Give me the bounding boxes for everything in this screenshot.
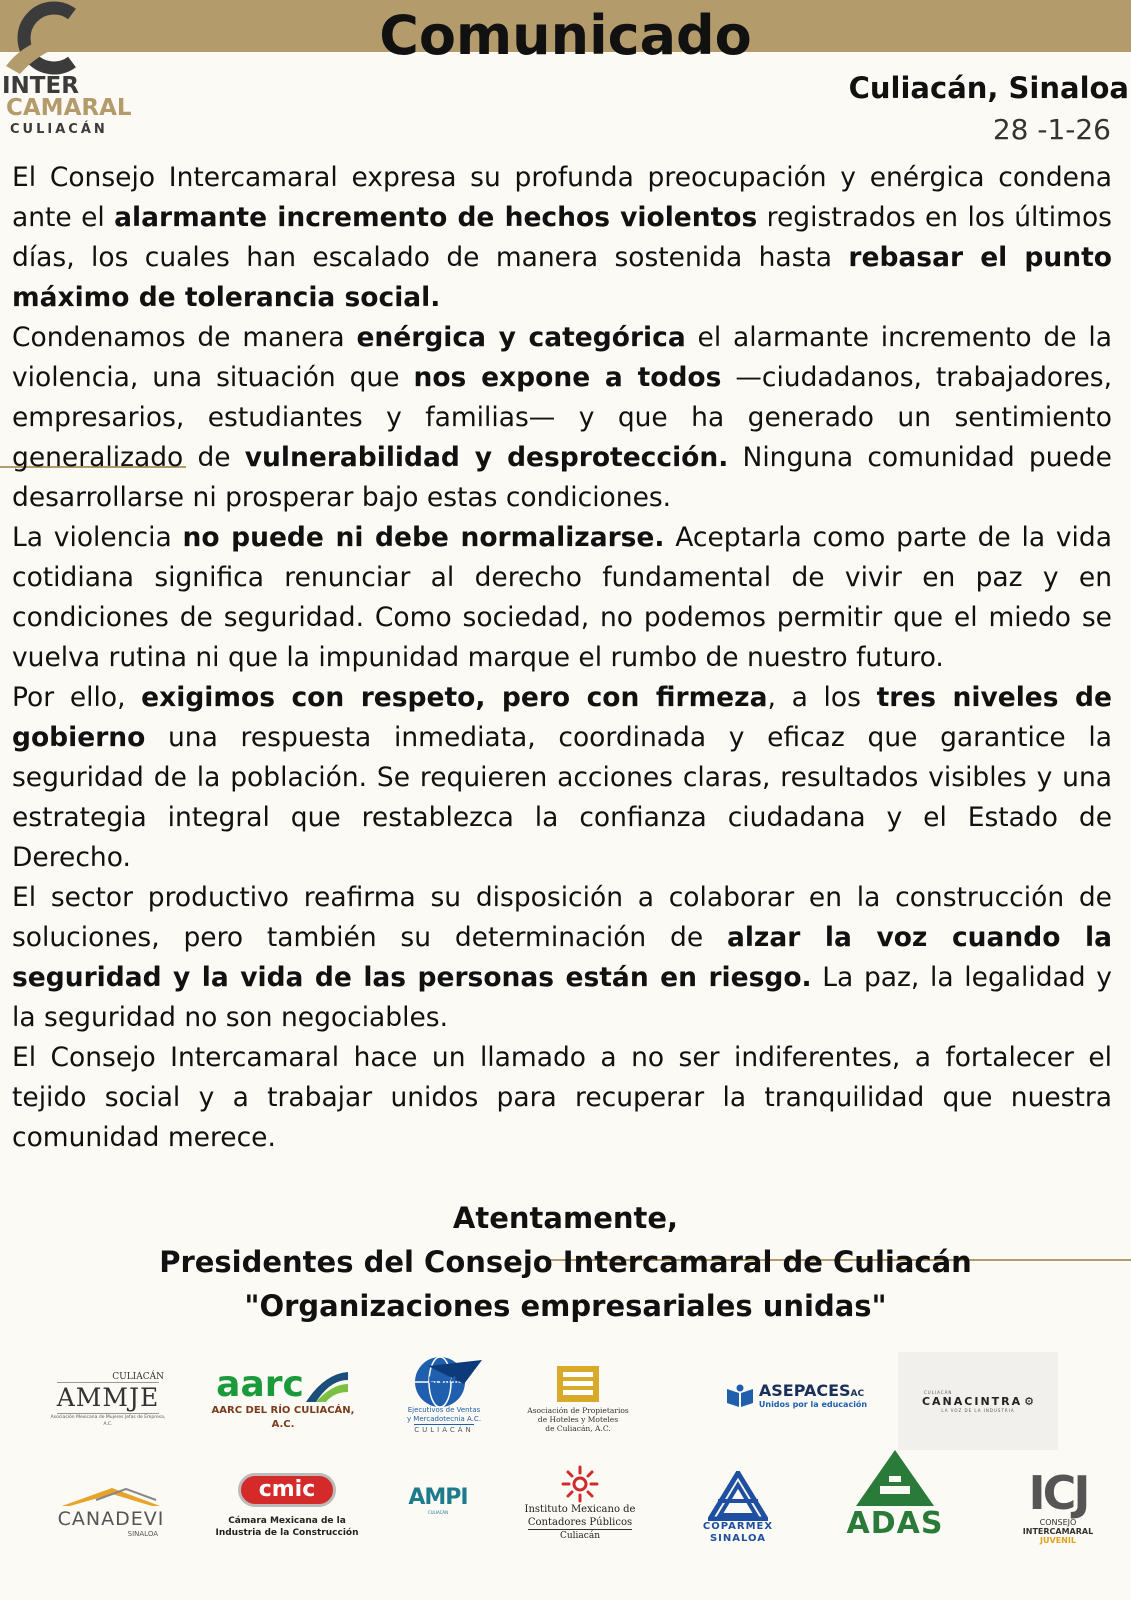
paragraph-6: El Consejo Intercamaral hace un llamado a no ser indiferentes, a fortalecer el tejido social y a trabajar unidos para recuperar la tranquilidad que nuestra comunidad merece. bbox=[12, 1042, 1112, 1153]
logo-line1: INTER bbox=[2, 73, 79, 99]
paragraph-2: Condenamos de manera enérgica y categórica el alarmante incremento de la violencia, una situación que nos expone a todos —ciudadanos, trabajadores, empresarios, estudiantes y familias— y que ha generado un sentimiento generalizado de vulnerabilidad y desprotección. Ninguna comunidad puede desarrollarse ni prosperar bajo estas condiciones. bbox=[12, 322, 1112, 513]
imcp-logo: Instituto Mexicano de Contadores Públicos Culiacán bbox=[512, 1458, 648, 1550]
adas-mountain-icon bbox=[854, 1448, 936, 1508]
ampi-logo: AMPI CULIACÁN bbox=[408, 1484, 468, 1515]
adas-logo: ADAS bbox=[830, 1440, 960, 1548]
paragraph-3: La violencia no puede ni debe normalizarse. Aceptarla como parte de la vida cotidiana significa renunciar al derecho fundamental de vivir en paz y en condiciones de seguridad. Como sociedad, no podemos permitir que el miedo se vuelva rutina ni que la impunidad marque el rumbo de nuestro futuro. bbox=[12, 522, 1112, 673]
evm-logo: E.V.M. Ejecutivos de Ventas y Mercadotecnia A.C. CULIACÁN bbox=[396, 1344, 492, 1444]
sun-emblem-icon bbox=[560, 1465, 600, 1503]
page-title: Comunicado bbox=[379, 4, 752, 67]
coparmex-logo: COPARMEX SINALOA bbox=[694, 1464, 782, 1552]
ammje-logo: CULIACÁN AMMJE Asociación Mexicana de Mujeres Jefas de Empresa, A.C. bbox=[50, 1372, 166, 1427]
coparmex-symbol-icon bbox=[708, 1471, 768, 1521]
paragraph-4: Por ello, exigimos con respeto, pero con firmeza, a los tres niveles de gobierno una respuesta inmediata, coordinada y eficaz que garantice la seguridad de la población. Se requieren acciones claras, resultados visibles y una estrategia integral que restablezca la confianza ciudadana y el Estado de Derecho. bbox=[12, 682, 1112, 873]
intercamaral-c-icon bbox=[0, 0, 120, 78]
aarc-wave-icon bbox=[304, 1370, 350, 1404]
roof-icon bbox=[56, 1486, 166, 1508]
gear-icon: ⚙ bbox=[1024, 1394, 1035, 1408]
statement-body bbox=[12, 158, 1112, 1158]
signature-signers: Presidentes del Consejo Intercamaral de Culiacán bbox=[159, 1245, 972, 1279]
canadevi-logo: CANADEVI SINALOA bbox=[44, 1480, 178, 1544]
book-icon bbox=[725, 1383, 755, 1409]
hotel-building-icon bbox=[551, 1362, 605, 1406]
signature-motto: "Organizaciones empresariales unidas" bbox=[244, 1289, 887, 1323]
asepaces-logo: ASEPACES AC Unidos por la educación bbox=[716, 1374, 876, 1418]
canacintra-logo: CULIACÁN CANACINTRA ⚙ LA VOZ DE LA INDUSTRIA bbox=[898, 1352, 1058, 1450]
aarc-logo: aarc AARC DEL RÍO CULIACÁN, A.C. bbox=[211, 1364, 355, 1430]
paragraph-5: El sector productivo reafirma su disposición a colaborar en la construcción de soluciones, pero también su determinación de alzar la voz cuando la seguridad y la vida de las personas están en riesgo. La paz, la legalidad y la seguridad no son negociables. bbox=[12, 882, 1113, 1033]
date: 28 -1-26 bbox=[992, 113, 1111, 146]
cmic-logo: cmic Cámara Mexicana de la Industria de la Construcción bbox=[212, 1464, 362, 1548]
paragraph-1: El Consejo Intercamaral expresa su profunda preocupación y enérgica condena ante el alarmante incremento de hechos violentos registrados en los últimos días, los cuales han escalado de manera sostenida hasta rebasar el punto máximo de tolerancia social. bbox=[12, 162, 1112, 313]
signature-greeting: Atentamente, bbox=[452, 1201, 679, 1235]
icj-logo: ICJ CONSEJO INTERCAMARAL JUVENIL bbox=[1022, 1465, 1094, 1545]
logo-line2: CAMARAL bbox=[6, 95, 132, 121]
intercamaral-logo bbox=[0, 0, 140, 140]
signature-block bbox=[0, 1196, 1131, 1328]
member-logos bbox=[0, 1360, 1131, 1600]
hoteles-logo: Asociación de Propietarios de Hoteles y Moteles de Culiacán, A.C. bbox=[518, 1352, 638, 1442]
location: Culiacán, Sinaloa bbox=[848, 71, 1129, 105]
logo-line3: CULIACÁN bbox=[10, 122, 108, 137]
